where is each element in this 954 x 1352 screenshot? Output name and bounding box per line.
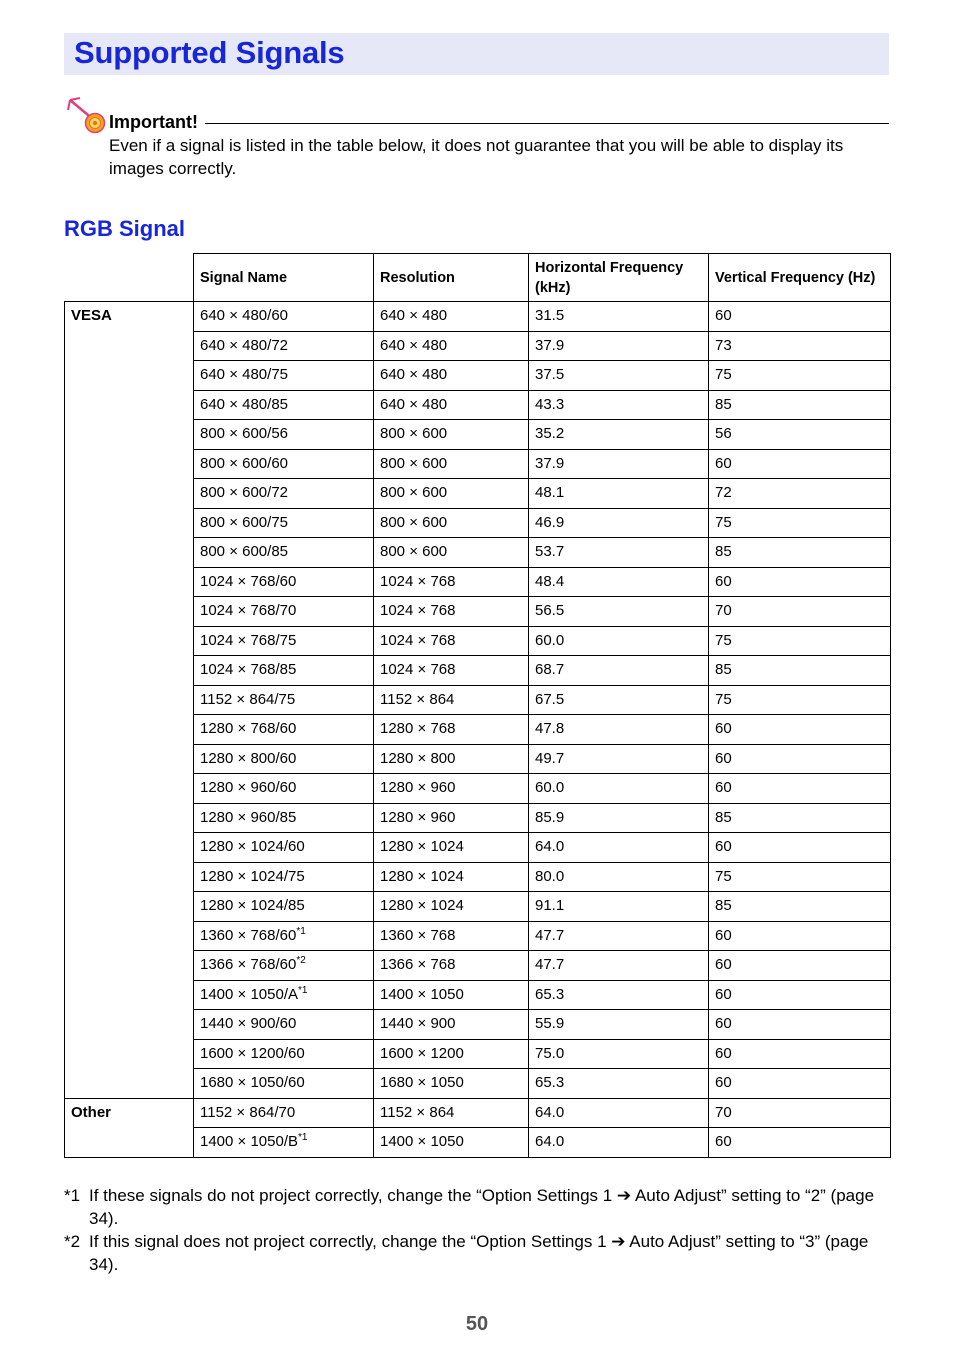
vertical-frequency-cell: 70 <box>709 597 891 627</box>
resolution-cell: 1024 × 768 <box>374 626 529 656</box>
footnote-mark: *2 <box>64 1232 81 1251</box>
vertical-frequency-cell: 75 <box>709 685 891 715</box>
signal-name: 1280 × 1024/60 <box>200 838 305 856</box>
horizontal-frequency-cell: 47.7 <box>529 951 709 981</box>
resolution-cell: 1400 × 1050 <box>374 980 529 1010</box>
signal-name: 1152 × 864/70 <box>200 1103 296 1121</box>
vertical-frequency-cell: 85 <box>709 538 891 568</box>
signal-name: 1280 × 1024/85 <box>200 897 305 915</box>
signal-name-cell <box>194 302 374 332</box>
horizontal-frequency-cell: 55.9 <box>529 1010 709 1040</box>
signal-name: 640 × 480/60 <box>200 307 289 325</box>
vertical-frequency-cell: 85 <box>709 892 891 922</box>
vertical-frequency-cell: 85 <box>709 803 891 833</box>
signal-name-cell <box>194 744 374 774</box>
resolution-cell: 1600 × 1200 <box>374 1039 529 1069</box>
vertical-frequency-cell: 60 <box>709 302 891 332</box>
horizontal-frequency-cell: 64.0 <box>529 1098 709 1128</box>
horizontal-frequency-cell: 65.3 <box>529 980 709 1010</box>
table-row <box>65 302 891 332</box>
vertical-frequency-cell: 70 <box>709 1098 891 1128</box>
horizontal-frequency-cell: 68.7 <box>529 656 709 686</box>
signal-name-cell <box>194 1069 374 1099</box>
resolution-cell: 800 × 600 <box>374 449 529 479</box>
signal-name-cell <box>194 1128 374 1158</box>
signal-name-cell <box>194 656 374 686</box>
horizontal-frequency-cell: 46.9 <box>529 508 709 538</box>
horizontal-frequency-cell: 53.7 <box>529 538 709 568</box>
signal-name: 800 × 600/72 <box>200 484 289 502</box>
resolution-cell: 1280 × 960 <box>374 803 529 833</box>
horizontal-frequency-cell: 49.7 <box>529 744 709 774</box>
signal-name-cell <box>194 508 374 538</box>
group-name-cell: Other <box>65 1098 194 1157</box>
signal-name-cell <box>194 567 374 597</box>
signal-name: 1024 × 768/85 <box>200 661 297 679</box>
resolution-cell: 1280 × 1024 <box>374 833 529 863</box>
vertical-frequency-cell: 75 <box>709 361 891 391</box>
signal-name: 1600 × 1200/60 <box>200 1044 305 1062</box>
horizontal-frequency-cell: 65.3 <box>529 1069 709 1099</box>
horizontal-frequency-cell: 75.0 <box>529 1039 709 1069</box>
signals-table <box>64 253 891 1158</box>
horizontal-frequency-cell: 80.0 <box>529 862 709 892</box>
vertical-frequency-cell: 60 <box>709 1128 891 1158</box>
resolution-cell: 1680 × 1050 <box>374 1069 529 1099</box>
footnote-2 <box>64 1230 894 1276</box>
resolution-cell: 800 × 600 <box>374 420 529 450</box>
footnote-ref: *1 <box>298 1132 308 1144</box>
resolution-cell: 1366 × 768 <box>374 951 529 981</box>
signal-name: 800 × 600/60 <box>200 454 289 472</box>
vertical-frequency-cell: 85 <box>709 390 891 420</box>
vertical-frequency-cell: 60 <box>709 744 891 774</box>
horizontal-frequency-cell: 31.5 <box>529 302 709 332</box>
signal-name-cell <box>194 892 374 922</box>
resolution-cell: 1400 × 1050 <box>374 1128 529 1158</box>
resolution-cell: 1152 × 864 <box>374 685 529 715</box>
resolution-cell: 640 × 480 <box>374 361 529 391</box>
signal-name-cell <box>194 862 374 892</box>
important-heading <box>109 112 889 133</box>
vertical-frequency-cell: 60 <box>709 1010 891 1040</box>
horizontal-frequency-cell: 37.9 <box>529 331 709 361</box>
signals-table-body <box>65 302 891 1158</box>
signal-name: 1366 × 768/60 <box>200 956 297 974</box>
vertical-frequency-cell: 75 <box>709 508 891 538</box>
signal-name: 1280 × 960/85 <box>200 808 297 826</box>
signal-name: 800 × 600/75 <box>200 513 289 531</box>
signal-name: 1400 × 1050/A <box>200 985 299 1003</box>
resolution-cell: 1360 × 768 <box>374 921 529 951</box>
header-signal-name: Signal Name <box>194 254 374 302</box>
important-rule <box>205 123 889 124</box>
horizontal-frequency-cell: 56.5 <box>529 597 709 627</box>
signal-name-cell <box>194 980 374 1010</box>
resolution-cell: 640 × 480 <box>374 331 529 361</box>
horizontal-frequency-cell: 60.0 <box>529 626 709 656</box>
signal-name: 1680 × 1050/60 <box>200 1074 305 1092</box>
vertical-frequency-cell: 60 <box>709 921 891 951</box>
vertical-frequency-cell: 60 <box>709 1069 891 1099</box>
signal-name: 1024 × 768/70 <box>200 602 297 620</box>
important-label: Important! <box>109 112 198 132</box>
signal-name-cell <box>194 449 374 479</box>
signal-name-cell <box>194 1039 374 1069</box>
horizontal-frequency-cell: 64.0 <box>529 1128 709 1158</box>
horizontal-frequency-cell: 37.9 <box>529 449 709 479</box>
vertical-frequency-cell: 56 <box>709 420 891 450</box>
signal-name-cell <box>194 597 374 627</box>
footnote-text: If these signals do not project correctly, change the “Option Settings 1 ➔ Auto Adjust” setting to “2” (page 34). <box>89 1186 875 1228</box>
horizontal-frequency-cell: 47.7 <box>529 921 709 951</box>
vertical-frequency-cell: 60 <box>709 567 891 597</box>
horizontal-frequency-cell: 35.2 <box>529 420 709 450</box>
resolution-cell: 800 × 600 <box>374 538 529 568</box>
signal-name-cell <box>194 390 374 420</box>
signal-name-cell <box>194 626 374 656</box>
footnote-ref: *2 <box>296 955 306 967</box>
signal-name: 1280 × 960/60 <box>200 779 297 797</box>
signal-name-cell <box>194 774 374 804</box>
horizontal-frequency-cell: 60.0 <box>529 774 709 804</box>
vertical-frequency-cell: 75 <box>709 862 891 892</box>
signal-name-cell <box>194 951 374 981</box>
signal-name-cell <box>194 331 374 361</box>
vertical-frequency-cell: 60 <box>709 833 891 863</box>
horizontal-frequency-cell: 43.3 <box>529 390 709 420</box>
signal-name-cell <box>194 715 374 745</box>
footnote-mark: *1 <box>64 1186 81 1205</box>
signal-name-cell <box>194 685 374 715</box>
vertical-frequency-cell: 85 <box>709 656 891 686</box>
header-horizontal-frequency: Horizontal Frequency (kHz) <box>529 254 709 302</box>
signal-name-cell <box>194 361 374 391</box>
signal-name: 1280 × 768/60 <box>200 720 297 738</box>
resolution-cell: 1440 × 900 <box>374 1010 529 1040</box>
header-resolution: Resolution <box>374 254 529 302</box>
table-header-row <box>65 254 891 302</box>
signal-name-cell <box>194 1098 374 1128</box>
resolution-cell: 1280 × 768 <box>374 715 529 745</box>
pin-icon <box>66 96 108 136</box>
resolution-cell: 1280 × 960 <box>374 774 529 804</box>
signal-name-cell <box>194 538 374 568</box>
signal-name: 1440 × 900/60 <box>200 1015 297 1033</box>
signal-name: 1280 × 800/60 <box>200 749 297 767</box>
signal-name: 1152 × 864/75 <box>200 690 296 708</box>
signal-name: 800 × 600/56 <box>200 425 289 443</box>
table-row <box>65 1098 891 1128</box>
horizontal-frequency-cell: 91.1 <box>529 892 709 922</box>
signal-name-cell <box>194 803 374 833</box>
vertical-frequency-cell: 60 <box>709 951 891 981</box>
signal-name: 1360 × 768/60 <box>200 926 297 944</box>
page-number: 50 <box>465 1313 489 1335</box>
resolution-cell: 640 × 480 <box>374 302 529 332</box>
footnote-text: If this signal does not project correctly, change the “Option Settings 1 ➔ Auto Adjust” setting to “3” (page 34). <box>89 1232 869 1274</box>
page-title: Supported Signals <box>74 35 345 70</box>
footnotes <box>64 1184 894 1276</box>
important-text: Even if a signal is listed in the table below, it does not guarantee that you will be able to display its images correctly. <box>109 136 844 178</box>
horizontal-frequency-cell: 48.4 <box>529 567 709 597</box>
footnote-ref: *1 <box>296 925 306 937</box>
vertical-frequency-cell: 75 <box>709 626 891 656</box>
footnote-1 <box>64 1184 894 1230</box>
horizontal-frequency-cell: 64.0 <box>529 833 709 863</box>
vertical-frequency-cell: 73 <box>709 331 891 361</box>
resolution-cell: 1024 × 768 <box>374 597 529 627</box>
resolution-cell: 1024 × 768 <box>374 567 529 597</box>
horizontal-frequency-cell: 47.8 <box>529 715 709 745</box>
resolution-cell: 640 × 480 <box>374 390 529 420</box>
vertical-frequency-cell: 72 <box>709 479 891 509</box>
resolution-cell: 1152 × 864 <box>374 1098 529 1128</box>
group-name-cell: VESA <box>65 302 194 1099</box>
resolution-cell: 800 × 600 <box>374 508 529 538</box>
resolution-cell: 1280 × 1024 <box>374 892 529 922</box>
resolution-cell: 800 × 600 <box>374 479 529 509</box>
resolution-cell: 1280 × 800 <box>374 744 529 774</box>
footnote-ref: *1 <box>298 984 308 996</box>
horizontal-frequency-cell: 85.9 <box>529 803 709 833</box>
signal-name: 640 × 480/75 <box>200 366 289 384</box>
signal-name: 1024 × 768/60 <box>200 572 297 590</box>
signal-name: 800 × 600/85 <box>200 543 289 561</box>
signal-name: 1400 × 1050/B <box>200 1133 299 1151</box>
horizontal-frequency-cell: 48.1 <box>529 479 709 509</box>
signal-name-cell <box>194 833 374 863</box>
signal-name: 640 × 480/85 <box>200 395 289 413</box>
title-bar <box>64 33 889 75</box>
section-title: RGB Signal <box>64 216 186 241</box>
signal-name: 1024 × 768/75 <box>200 631 297 649</box>
resolution-cell: 1280 × 1024 <box>374 862 529 892</box>
vertical-frequency-cell: 60 <box>709 980 891 1010</box>
header-blank-cell <box>65 254 194 302</box>
resolution-cell: 1024 × 768 <box>374 656 529 686</box>
vertical-frequency-cell: 60 <box>709 774 891 804</box>
horizontal-frequency-cell: 67.5 <box>529 685 709 715</box>
horizontal-frequency-cell: 37.5 <box>529 361 709 391</box>
signal-name: 1280 × 1024/75 <box>200 867 305 885</box>
signal-name-cell <box>194 1010 374 1040</box>
signal-name-cell <box>194 921 374 951</box>
header-vertical-frequency: Vertical Frequency (Hz) <box>709 254 891 302</box>
signal-name-cell <box>194 479 374 509</box>
signal-name-cell <box>194 420 374 450</box>
signal-name: 640 × 480/72 <box>200 336 289 354</box>
vertical-frequency-cell: 60 <box>709 715 891 745</box>
vertical-frequency-cell: 60 <box>709 449 891 479</box>
vertical-frequency-cell: 60 <box>709 1039 891 1069</box>
